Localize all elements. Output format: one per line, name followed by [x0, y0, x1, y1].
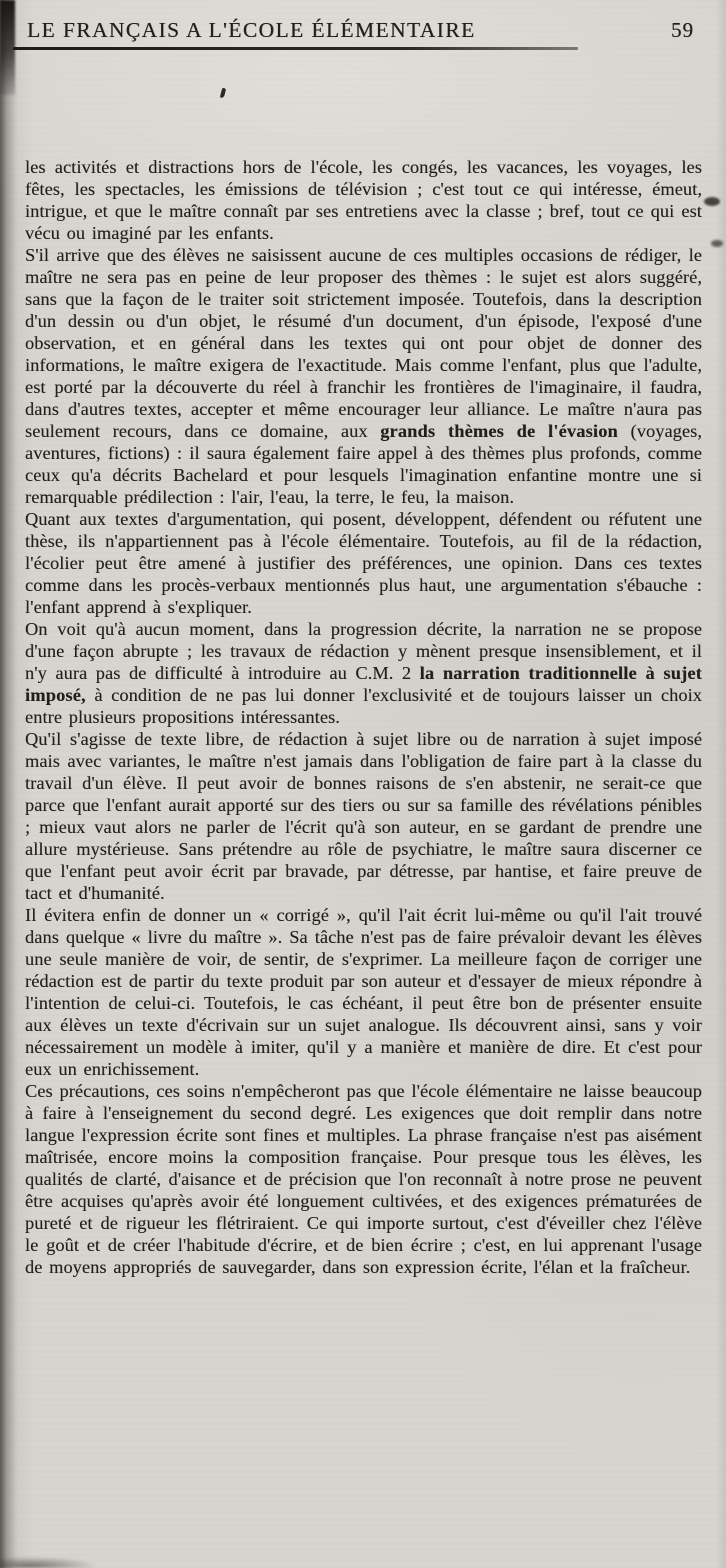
page-header: [27, 18, 694, 43]
scan-smudge-bottom: [0, 1542, 120, 1568]
text-run-6-1: Il évitera enfin de donner un « corrigé », qu'il l'ait écrit lui-même ou qu'il l'ait trouvé dans quelque « livre du maître ». Sa tâche n'est pas de faire prévaloir devant les élèves une seule manière de voir, de sentir, de s'exprimer. La meilleure façon de corriger une rédaction est de partir du texte produit par son auteur et d'essayer de mieux répondre à l'intention de celui-ci. Toutefois, le cas échéant, il peut être bon de présenter ensuite aux élèves un texte d'écrivain sur un sujet analogue. Ils découvrent ainsi, sans y voir nécessairement un modèle à imiter, qu'il y a manière et manière de dire. Et c'est pour eux un enrichissement.: [25, 905, 702, 1079]
running-title: LE FRANÇAIS A L'ÉCOLE ÉLÉMENTAIRE: [27, 18, 476, 42]
scan-edge-left: [0, 0, 20, 1568]
text-run-1-1: les activités et distractions hors de l'école, les congés, les vacances, les voyages, les fêtes, les spectacles, les émissions de télévision ; c'est tout ce qui intéresse, émeut, intrigue, et que le maître connaît par ses entretiens avec la classe ; bref, tout ce qui est vécu ou imaginé par les enfants.: [25, 157, 702, 243]
paragraph-6: [25, 904, 702, 1080]
page-body: [25, 156, 702, 1278]
paragraph-1: [25, 156, 702, 244]
text-run-4-3: à condition de ne pas lui donner l'exclusivité et de toujours laisser un choix entre plusieurs propositions intéressantes.: [25, 685, 702, 727]
scan-speck-right-1: [704, 197, 720, 206]
text-run-4-1: On voit qu'à aucun moment, dans la progression décrite, la narration ne se propose d'une façon abrupte ; les travaux de rédaction y mènent presque insensiblement, et il n'y aura pas de difficulté à introduire au C.M. 2: [25, 619, 702, 683]
bold-phrase-4-2: la narration traditionnelle à sujet imposé,: [25, 663, 703, 705]
header-rule: [13, 47, 578, 50]
paragraph-3: [25, 508, 702, 618]
text-run-2-1: S'il arrive que des élèves ne saisissent aucune de ces multiples occasions de rédiger, le maître ne sera pas en peine de leur proposer des thèmes : le sujet est alors suggéré, sans que la façon de le traiter soit strictement imposée. Toutefois, dans la description d'un dessin ou d'un objet, le résumé d'un document, d'un épisode, l'exposé d'une observation, et en général dans les textes qui ont pour objet de donner des informations, le maître exigera de l'exactitude. Mais comme l'enfant, plus que l'adulte, est porté par la découverte du réel à franchir les frontières de l'imaginaire, il faudra, dans d'autres textes, accepter et même encourager leur alliance. Le maître n'aura pas seulement recours, dans ce domaine, aux: [25, 245, 702, 441]
paragraph-4: [25, 618, 702, 728]
paragraph-2: [25, 244, 702, 508]
scan-speck-apostrophe: [220, 88, 226, 99]
paragraph-5: [25, 728, 702, 904]
text-run-5-1: Qu'il s'agisse de texte libre, de rédaction à sujet libre ou de narration à sujet imposé mais avec variantes, le maître n'est jamais dans l'obligation de faire part à la classe du travail d'un élève. Il peut avoir de bonnes raisons de s'en abstenir, ne serait-ce que parce que l'enfant aurait apporté sur des tiers ou sur sa famille des révélations pénibles ; mieux vaut alors ne parler de l'écrit qu'à son auteur, en se gardant de prendre une allure mystérieuse. Sans prétendre au rôle de psychiatre, le maître saura discerner ce que l'enfant peut avoir écrit par bravade, par détresse, par hantise, et faire preuve de tact et d'humanité.: [25, 729, 702, 903]
text-run-2-3: (voyages, aventures, fictions) : il saura également faire appel à des thèmes plus profonds, comme ceux qu'a décrits Bachelard et pour lesquels l'imagination enfantine montre une si remarquable prédilection : l'air, l'eau, la terre, le feu, la maison.: [25, 421, 702, 507]
bold-phrase-2-2: grands thèmes de l'évasion: [380, 421, 618, 441]
paragraph-7: [25, 1080, 702, 1278]
text-run-3-1: Quant aux textes d'argumentation, qui posent, développent, défendent ou réfutent une thèse, ils n'appartiennent pas à l'école élémentaire. Toutefois, au fil de la rédaction, l'écolier peut être amené à justifier des préférences, une opinion. Dans ces textes comme dans les procès-verbaux mentionnés plus haut, une argumentation s'ébauche : l'enfant apprend à s'expliquer.: [25, 509, 702, 617]
scan-speck-right-2: [711, 240, 723, 247]
page-number: 59: [671, 18, 694, 42]
text-run-7-1: Ces précautions, ces soins n'empêcheront pas que l'école élémentaire ne laisse beaucoup à faire à l'enseignement du second degré. Les exigences que doit remplir dans notre langue l'expression écrite sont fines et multiples. La phrase française n'est pas aisément maîtrisée, encore moins la composition française. Pour presque tous les élèves, les qualités de clarté, d'aisance et de précision que l'on reconnaît à notre prose ne peuvent être acquises qu'après avoir été longuement cultivées, et des exigences prématurées de pureté et de rigueur les flétriraient. Ce qui importe surtout, c'est d'éveiller chez l'élève le goût et de créer l'habitude d'écrire, et de bien écrire ; c'est, en lui apprenant l'usage de moyens appropriés de sauvegarder, dans son expression écrite, l'élan et la fraîcheur.: [25, 1081, 702, 1277]
